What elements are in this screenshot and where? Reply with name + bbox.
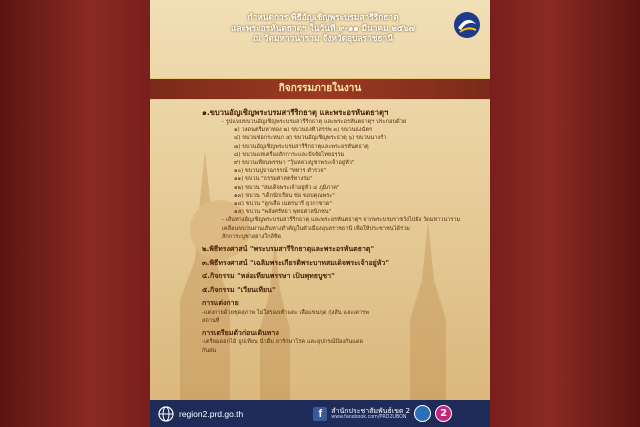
facebook-page-link[interactable]: www.facebook.com/PRD2UBON [331,414,407,420]
procession-item: ๔) ขบวนช่อกระหนก ๕) ขบวนอัญเชิญพระธาตุ ๖) ขบวนนางรำ [234,135,387,142]
globe-icon [158,406,174,422]
org-info [331,407,410,421]
facebook-icon[interactable]: f [313,407,327,421]
section-title: กิจกรรมภายในงาน [278,83,362,94]
dress-code-text: -แต่งกายด้วยชุดสุภาพ ไม่ใส่รองเท้าแตะ เสื้อแขนกุด กุ่งสั้น และเคารพ [202,309,369,316]
channel-2-badge-icon: 2 [435,405,452,422]
org-name: สำนักประชาสัมพันธ์เขต 2 [331,406,411,415]
activity-heading: ๔.กิจกรรม "หล่อเทียนพรรษา เป็นพุทธบูชา" [202,272,335,281]
activity-text: เคลื่อนขบวนผ่านเส้นทางสำคัญในตัวเมืองอุบลราชธานี เพื่อให้ประชาชนได้ร่วม [222,225,410,232]
procession-item: ๘) ขบวนแห่เครื่องสักการะและปัจจัยไทยธรรม [234,151,345,158]
preparation-text: กันฝน [202,347,217,354]
poster-footer [150,400,490,427]
background-left-panel [0,0,150,427]
poster-header [198,12,448,44]
activity-heading: ๒.พิธีทรงศาสน์ "พระบรมสารีริกธาตุและพระอรหันตธาตุ" [202,245,375,254]
dress-code-text: สถานที่ [202,317,220,324]
header-line: และพระอรหันตธาตุฯ ในวันที่ ๙-๑๑ มีนาคม ๒๕๖๗ [231,22,415,33]
background-right-panel [490,0,640,427]
procession-item: ๑๒) ขบวน "สมเด็จพระเจ้าอยู่หัว ๔ ภูมิภาค" [234,184,340,191]
procession-item: ๑๓) ขบวน "เด็กนักเรียน ช่อ ขอบคุณพระ" [234,192,335,199]
preparation-text: -เตรียมดอกไม้ ธูปเทียน น้ำดื่ม ยารักษาโรค และอุปกรณ์ป้องกันแดด [202,339,364,346]
activity-list [202,108,472,355]
activity-heading: ๕.กิจกรรม "เวียนเทียน" [202,285,276,294]
activity-text: - รูปแบบขบวนอัญเชิญพระบรมสารีริกธาตุ และพระอรหันตธาตุฯ ประกอบด้วย [222,119,407,125]
procession-item: ๑๔) ขบวน "ลูกเสือ เนตรนารี ยุวกาชาด" [234,201,332,208]
procession-item: ๑) วงดนตรีมหาทอง ๒) ขบวนธงทิวสรรพ ๓) ขบวนธงฉัตร [234,127,373,134]
preparation-heading: การเตรียมตัวก่อนเดินทาง [202,328,279,337]
header-line: ณ วัดมหาวนาราม จังหวัดอุบลราชธานี [253,33,393,43]
procession-item: ๙) ขบวนเทียนพรรษา "วุ้นหลวงบูชาพระเจ้าอยู่หัว" [234,160,355,167]
procession-item: ๑๕) ขบวน "พลังศรัทธา พุทธศาสนิกชน" [234,209,332,216]
activity-heading: ๓.พิธีทรงศาสน์ "เฉลิมพระเกียรติพระบาทสมเด็จพระเจ้าอยู่หัว" [202,258,389,267]
prd-badge-icon [414,405,431,422]
procession-item: ๗) ขบวนอัญเชิญพระบรมสารีริกธาตุและพระอรหันตธาตุ [234,143,369,150]
activity-text: สักการะบูชาอย่างใกล้ชิด [222,233,282,240]
website-link[interactable]: region2.prd.go.th [179,408,244,419]
prd-logo-icon [452,10,482,40]
procession-item: ๑๐) ขบวนปูจาฉกรรณ์ "ทหาร ตำรวจ" [234,168,327,175]
activity-heading: ๑.ขบวนอัญเชิญพระบรมสารีริกธาตุ และพระอรหันตธาตุฯ [202,108,389,117]
procession-item: ๑๑) ขบวน "ธรรมศาสตร์ทางร่ม" [234,176,313,183]
activity-text: - เส้นทางอัญเชิญพระบรมสารีริกธาตุ และพระอรหันตธาตุฯ จากพระบรมราชวังไปยัง วัดมหาวนาราม [222,217,461,224]
header-line: กำหนดการ พิธีอัญเชิญพระบรมสารีริกธาตุ [247,12,399,22]
dress-code-heading: การแต่งกาย [202,299,239,308]
event-poster [150,0,490,427]
